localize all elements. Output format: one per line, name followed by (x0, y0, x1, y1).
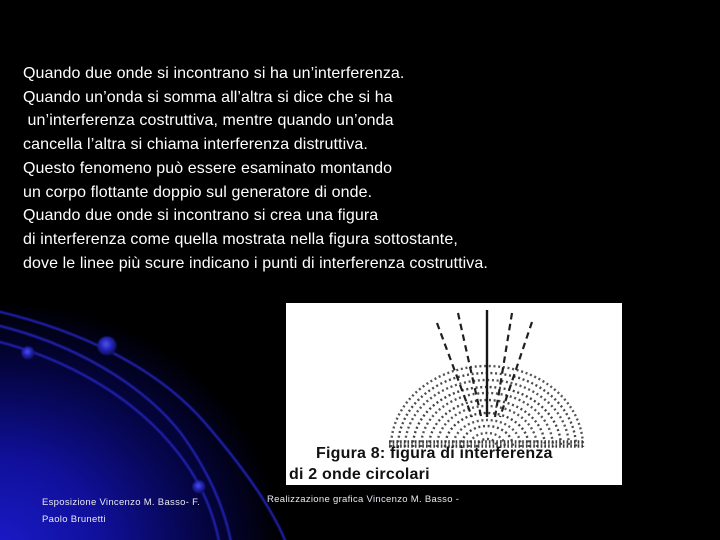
body-text-line: di interferenza come quella mostrata nella figura sottostante, (23, 230, 458, 248)
interference-figure (286, 303, 622, 485)
footer-credit-left-line1: Esposizione Vincenzo M. Basso- F. (42, 497, 201, 508)
body-text-line: cancella l’altra si chiama interferenza distruttiva. (23, 136, 368, 154)
body-text-line: un corpo flottante doppio sul generatore di onde. (23, 183, 373, 201)
body-text (23, 62, 663, 275)
body-text-line: Questo fenomeno può essere esaminato montando (23, 159, 393, 177)
body-text-line: Quando un’onda si somma all’altra si dice che si ha (23, 88, 393, 106)
footer-credit-right: Realizzazione grafica Vincenzo M. Basso - (267, 494, 460, 505)
glow-dot (22, 347, 35, 360)
glow-dot (193, 481, 206, 494)
figure-caption-line2: di 2 onde circolari (289, 466, 430, 483)
footer-credit-left (42, 494, 200, 528)
body-text-line: Quando due onde si incontrano si ha un’interferenza. (23, 65, 405, 82)
body-text-line: Quando due onde si incontrano si crea una figura (23, 207, 379, 225)
glow-dot (98, 337, 117, 356)
figure-caption-line1: Figura 8: figura di interferenza (316, 445, 553, 462)
body-text-line: dove le linee più scure indicano i punti di interferenza costruttiva. (23, 254, 488, 272)
footer-credit-left-line2: Paolo Brunetti (42, 514, 106, 525)
body-text-line: un’interferenza costruttiva, mentre quando un’onda (23, 112, 394, 130)
